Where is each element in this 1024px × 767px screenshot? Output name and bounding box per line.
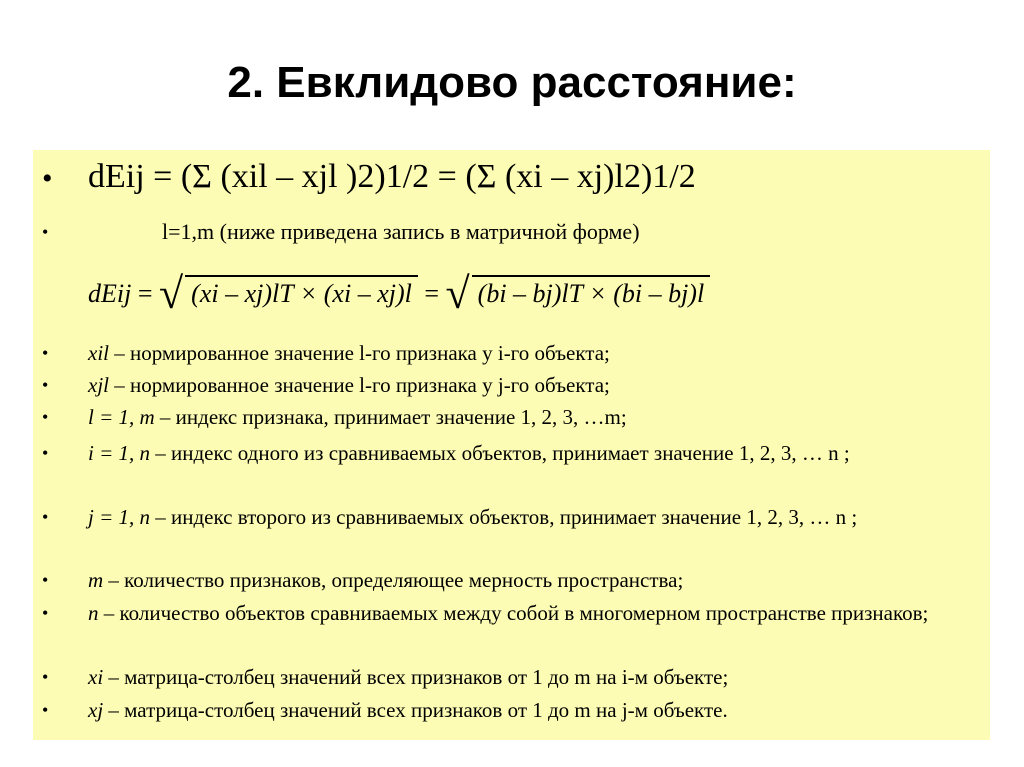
- matrix-radicand-2: (bi – bj)lT × (bi – bj)l: [472, 275, 711, 309]
- item-text: – количество признаков, определяющее мерность пространства;: [103, 568, 684, 592]
- matrix-radicand-1: (xi – xj)lT × (xi – xj)l: [185, 275, 418, 309]
- matrix-eq1: =: [137, 279, 153, 308]
- formula-line: [42, 152, 980, 208]
- bullet: •: [42, 603, 49, 623]
- bullet: •: [42, 375, 49, 395]
- item-text: – количество объектов сравниваемых между собой в многомерном пространстве признаков;: [98, 601, 929, 625]
- matrix-eq2: =: [424, 279, 440, 308]
- bullet: •: [42, 667, 49, 687]
- item-text: – нормированное значение l-го признака у j-го объекта;: [109, 373, 610, 397]
- item-text: – матрица-столбец значений всех признаков от 1 до m на j-м объекте.: [103, 698, 728, 722]
- limits-text: l=1,m (ниже приведена запись в матричной форме): [162, 219, 640, 244]
- item-symbol: xil: [88, 341, 109, 365]
- matrix-lhs: dEij: [88, 279, 132, 308]
- bullet: •: [42, 343, 49, 363]
- item-symbol: xi: [88, 665, 104, 689]
- bullet: •: [42, 507, 49, 527]
- item-symbol: xj: [88, 698, 104, 722]
- bullet: •: [42, 162, 53, 195]
- item-symbol: n: [88, 601, 99, 625]
- euclid-formula: [88, 152, 980, 202]
- sqrt-icon: √: [159, 269, 184, 318]
- item-text: – индекс признака, принимает значение 1, 2, 3, …m;: [154, 405, 627, 429]
- item-symbol: j = 1, n: [88, 505, 151, 529]
- item-symbol: xjl: [88, 373, 109, 397]
- item-symbol: m: [88, 568, 104, 592]
- bullet: •: [42, 222, 49, 242]
- formula-right: (Σ (xi – xj)l2)1/2: [465, 158, 696, 195]
- item-text: – нормированное значение l-го признака у i-го объекта;: [109, 341, 610, 365]
- formula-left: dEij = (Σ (xil – xjl )2)1/2: [88, 158, 430, 195]
- matrix-formula: [42, 262, 980, 330]
- bullet: •: [42, 700, 49, 720]
- item-text: – матрица-столбец значений всех признаков от 1 до m на i-м объекте;: [103, 665, 729, 689]
- sqrt-icon: √: [445, 269, 470, 318]
- item-symbol: i = 1, n: [88, 441, 151, 465]
- item-text: – индекс одного из сравниваемых объектов, принимает значение 1, 2, 3, … n ;: [150, 441, 850, 465]
- formula-eq: =: [429, 158, 466, 195]
- item-text: – индекс второго из сравниваемых объектов, принимает значение 1, 2, 3, … n ;: [150, 505, 858, 529]
- item-symbol: l = 1, m: [88, 405, 155, 429]
- bullet: •: [42, 570, 49, 590]
- bullet: •: [42, 407, 49, 427]
- limits-line: [42, 216, 980, 252]
- bullet: •: [42, 443, 49, 463]
- slide-title: 2. Евклидово расстояние:: [227, 58, 797, 107]
